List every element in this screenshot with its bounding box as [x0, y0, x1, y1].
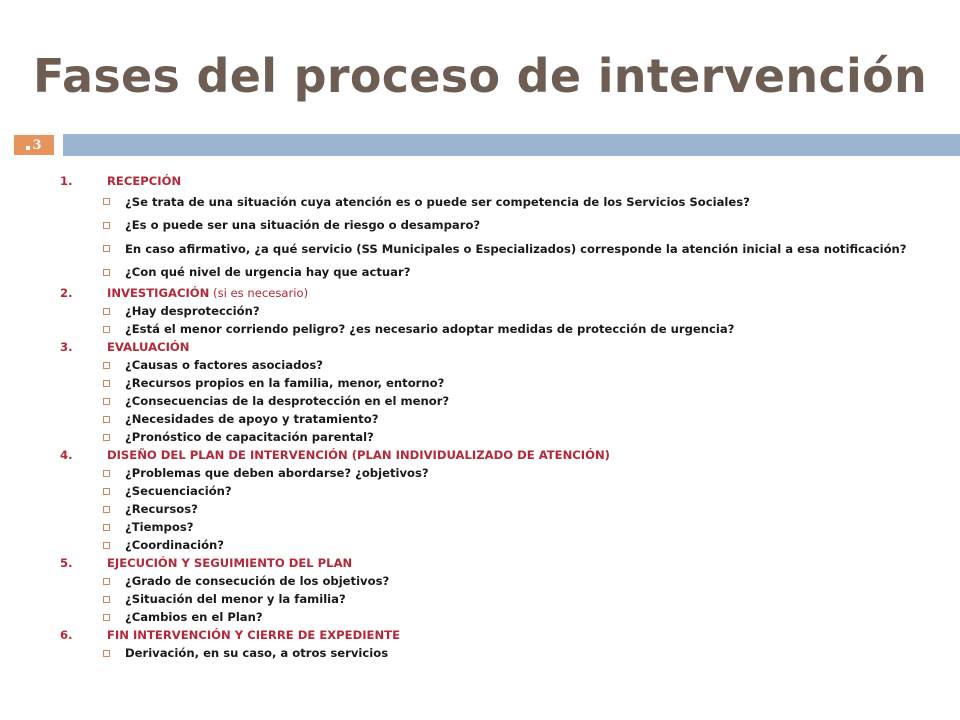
section-title: INVESTIGACIÓN (si es necesario) [107, 286, 309, 300]
section-number: 2. [60, 286, 73, 300]
section-heading [60, 172, 940, 190]
section-2 [60, 284, 940, 338]
section-5 [60, 554, 940, 626]
square-bullet-icon [103, 326, 110, 333]
section-heading [60, 554, 940, 572]
section-heading [60, 338, 940, 356]
square-bullet-icon [103, 434, 110, 441]
list-item: Derivación, en su caso, a otros servicios [60, 644, 940, 662]
list-item: ¿Está el menor corriendo peligro? ¿es necesario adoptar medidas de protección de urgencia? [60, 320, 940, 338]
square-bullet-icon [103, 650, 110, 657]
square-bullet-icon [103, 470, 110, 477]
list-item: ¿Necesidades de apoyo y tratamiento? [60, 410, 940, 428]
list-item: ¿Secuenciación? [60, 482, 940, 500]
section-title: DISEÑO DEL PLAN DE INTERVENCIÓN (PLAN INDIVIDUALIZADO DE ATENCIÓN) [107, 448, 610, 462]
section-title: FIN INTERVENCIÓN Y CIERRE DE EXPEDIENTE [107, 628, 400, 642]
section-heading [60, 446, 940, 464]
square-bullet-icon [26, 146, 30, 150]
page-title: Fases del proceso de intervención [32, 49, 928, 103]
list-item: ¿Tiempos? [60, 518, 940, 536]
square-bullet-icon [103, 506, 110, 513]
section-number: 4. [60, 448, 73, 462]
square-bullet-icon [103, 308, 110, 315]
section-title: EVALUACIÓN [107, 340, 190, 354]
square-bullet-icon [103, 362, 110, 369]
list-item: ¿Situación del menor y la familia? [60, 590, 940, 608]
list-item: ¿Grado de consecución de los objetivos? [60, 572, 940, 590]
phase-list [60, 172, 940, 662]
list-item: ¿Consecuencias de la desprotección en el menor? [60, 392, 940, 410]
list-item: ¿Coordinación? [60, 536, 940, 554]
slide-number: 3 [32, 137, 42, 153]
section-number: 1. [60, 174, 73, 188]
square-bullet-icon [103, 222, 110, 229]
list-item: ¿Cambios en el Plan? [60, 608, 940, 626]
list-item: ¿Es o puede ser una situación de riesgo o desamparo? [60, 214, 940, 238]
square-bullet-icon [103, 398, 110, 405]
section-heading [60, 284, 940, 302]
list-item: ¿Recursos? [60, 500, 940, 518]
list-item: ¿Pronóstico de capacitación parental? [60, 428, 940, 446]
section-title: EJECUCIÓN Y SEGUIMIENTO DEL PLAN [107, 556, 353, 570]
square-bullet-icon [103, 269, 110, 276]
square-bullet-icon [103, 524, 110, 531]
list-item: ¿Problemas que deben abordarse? ¿objetivos? [60, 464, 940, 482]
square-bullet-icon [103, 488, 110, 495]
slide-number-badge [14, 135, 54, 155]
square-bullet-icon [103, 614, 110, 621]
section-number: 5. [60, 556, 73, 570]
list-item: ¿Causas o factores asociados? [60, 356, 940, 374]
square-bullet-icon [103, 596, 110, 603]
section-title: RECEPCIÓN [107, 174, 182, 188]
section-6 [60, 626, 940, 662]
section-1 [60, 172, 940, 284]
square-bullet-icon [103, 380, 110, 387]
list-item: ¿Hay desprotección? [60, 302, 940, 320]
section-3 [60, 338, 940, 446]
square-bullet-icon [103, 578, 110, 585]
square-bullet-icon [103, 245, 110, 252]
section-number: 3. [60, 340, 73, 354]
section-number: 6. [60, 628, 73, 642]
square-bullet-icon [103, 198, 110, 205]
square-bullet-icon [103, 416, 110, 423]
square-bullet-icon [103, 542, 110, 549]
list-item: ¿Se trata de una situación cuya atención es o puede ser competencia de los Servicios Sociales? [60, 190, 940, 214]
list-item: En caso afirmativo, ¿a qué servicio (SS Municipales o Especializados) corresponde la atención inicial a esa notificación? [60, 237, 940, 261]
header-bar [63, 134, 960, 156]
list-item: ¿Con qué nivel de urgencia hay que actuar? [60, 261, 940, 285]
section-heading [60, 626, 940, 644]
section-4 [60, 446, 940, 554]
list-item: ¿Recursos propios en la familia, menor, entorno? [60, 374, 940, 392]
